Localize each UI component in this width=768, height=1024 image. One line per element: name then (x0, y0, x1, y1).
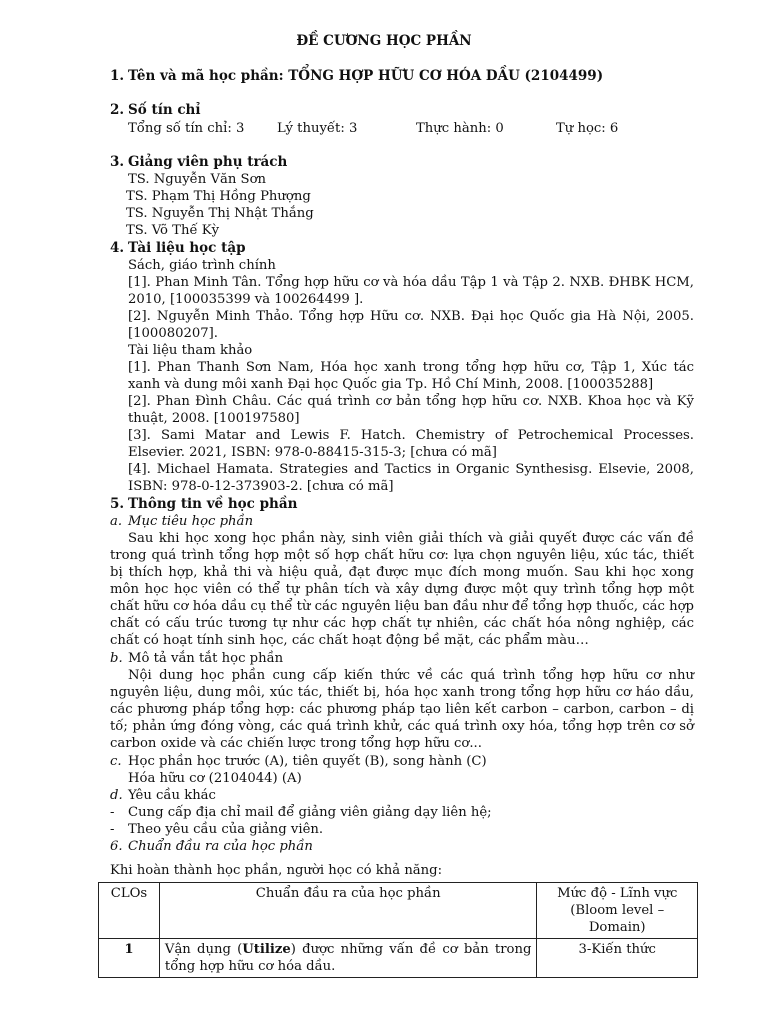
lecturer-item: TS. Phạm Thị Hồng Phượng (126, 189, 311, 204)
table-cell-clo-number: 1 (99, 939, 160, 978)
table-header-clos: CLOs (99, 883, 160, 939)
section-title: Tài liệu học tập (128, 240, 246, 256)
subsection-c-heading (110, 753, 487, 770)
section-title: Tên và mã học phần: TỔNG HỢP HỮU CƠ HÓA DẦU (2104499) (128, 68, 604, 84)
reference-item: [2]. Phan Đình Châu. Các quá trình cơ bản tổng hợp hữu cơ. NXB. Khoa học và Kỹ thuật, 2008. [100197580] (128, 394, 694, 426)
reference-item: [2]. Nguyễn Minh Thảo. Tổng hợp Hữu cơ. NXB. Đại học Quốc gia Hà Nội, 2005. [100080207]. (128, 309, 694, 341)
subsection-label: b. (110, 651, 123, 666)
section-title: Số tín chỉ (128, 102, 201, 118)
section-3-heading (110, 154, 287, 171)
subsection-title: Học phần học trước (A), tiên quyết (B), song hành (C) (128, 754, 487, 769)
objectives-paragraph: Sau khi học xong học phần này, sinh viên giải thích và giải quyết được các vấn đề trong quá trình tổng hợp một số hợp chất hữu cơ: lựa chọn nguyên liệu, xúc tác, thiết bị thích hợp, khả thi và hiệu quả, đạt được mục đích mong muốn. Sau khi học xong môn học học viên có thể tự phân tích và xây dựng được một quy trình tổng hợp một chất hữu cơ hóa dầu cụ thể từ các nguyên liệu ban đầu như để tổng hợp thuốc, các hợp chất có cấu trúc tương tự như các hợp chất tự nhiên, các chất hóa nông nghiệp, các chất có hoạt tính sinh học, các chất hoạt động bề mặt, các phẩm màu… (110, 531, 694, 648)
outcomes-intro: Khi hoàn thành học phần, người học có khả năng: (110, 863, 443, 878)
section-title: Giảng viên phụ trách (128, 154, 288, 170)
section-number: 3. (110, 154, 125, 170)
outcome-text: ) được những vấn đề cơ bản trong tổng hợp hữu cơ hóa dầu. (164, 942, 532, 974)
subsection-d-heading (110, 787, 216, 804)
lecturer-item: TS. Nguyễn Văn Sơn (128, 172, 267, 187)
outcome-keyword: Utilize (242, 942, 291, 957)
subsection-a-heading (110, 513, 253, 530)
subsection-label: d. (110, 788, 123, 803)
table-row (99, 939, 698, 978)
outcome-text: Vận dụng ( (164, 942, 243, 957)
section-title: Chuẩn đầu ra của học phần (128, 839, 313, 854)
subsection-title: Mô tả vắn tắt học phần (128, 651, 284, 666)
prerequisite-course: Hóa hữu cơ (2104044) (A) (128, 771, 302, 786)
description-paragraph: Nội dung học phần cung cấp kiến thức về các quá trình tổng hợp hữu cơ như nguyên liệu, dung môi, xúc tác, thiết bị, hóa học xanh trong tổng hợp hữu cơ háo dầu, các phương pháp tổng hợp: các phương pháp tạo liên kết carbon – carbon, carbon – dị tố; phản ứng đóng vòng, các quá trình khử, các quá trình oxy hóa, tổng hợp trên cơ sở carbon oxide và các chiến lược trong tổng hợp hữu cơ... (110, 668, 694, 751)
section-number: 1. (110, 68, 125, 84)
document-title: ĐỀ CƯƠNG HỌC PHẦN (296, 33, 472, 49)
table-header-level: Mức độ - Lĩnh vực (Bloom level – Domain) (537, 883, 698, 939)
further-reading-label: Tài liệu tham khảo (128, 343, 253, 358)
subsection-b-heading (110, 650, 283, 667)
section-number: 4. (110, 240, 125, 256)
table-cell-level: 3-Kiến thức (537, 939, 698, 978)
table-header-outcome: Chuẩn đầu ra của học phần (159, 883, 537, 939)
requirement-item (110, 821, 323, 838)
section-1-heading (110, 68, 603, 85)
subsection-title: Yêu cầu khác (128, 788, 216, 803)
section-4-heading (110, 240, 246, 257)
reference-item: [4]. Michael Hamata. Strategies and Tactics in Organic Synthesisg. Elsevie, 2008, ISBN: 978-0-12-373903-2. [chưa có mã] (128, 462, 694, 494)
subsection-title: Mục tiêu học phần (128, 514, 254, 529)
subsection-label: a. (110, 514, 123, 529)
lecturer-item: TS. Võ Thế Kỳ (126, 223, 220, 238)
reference-list-further (128, 359, 694, 495)
reference-item: [1]. Phan Thanh Sơn Nam, Hóa học xanh trong tổng hợp hữu cơ, Tập 1, Xúc tác xanh và dung môi xanh Đại học Quốc gia Tp. Hồ Chí Minh, 2008. [100035288] (128, 360, 694, 392)
lecturer-item: TS. Nguyễn Thị Nhật Thắng (126, 206, 314, 221)
requirement-text: Theo yêu cầu của giảng viên. (128, 822, 324, 837)
section-5-heading (110, 496, 297, 513)
reference-item: [3]. Sami Matar and Lewis F. Hatch. Chemistry of Petrochemical Processes. Elsevier. 2021, ISBN: 978-0-88415-315-3; [chưa có mã] (128, 428, 694, 460)
theory-credits: Lý thuyết: 3 (277, 121, 358, 136)
main-books-label: Sách, giáo trình chính (128, 258, 276, 273)
section-number: 6. (110, 839, 123, 854)
learning-outcomes-table (98, 882, 698, 978)
requirement-item (110, 804, 492, 821)
practice-credits: Thực hành: 0 (416, 121, 504, 136)
self-study-credits: Tự học: 6 (556, 121, 619, 136)
table-header-row (99, 883, 698, 939)
subsection-label: c. (110, 754, 122, 769)
bullet-dash: - (110, 805, 115, 820)
reference-list-main (128, 274, 694, 342)
reference-item: [1]. Phan Minh Tân. Tổng hợp hữu cơ và hóa dầu Tập 1 và Tập 2. NXB. ĐHBK HCM, 2010, [100035399 và 100264499 ]. (128, 275, 694, 307)
total-credits: Tổng số tín chỉ: 3 (128, 121, 245, 136)
section-number: 2. (110, 102, 125, 118)
bullet-dash: - (110, 822, 115, 837)
table-cell-outcome (159, 939, 537, 978)
requirement-text: Cung cấp địa chỉ mail để giảng viên giảng dạy liên hệ; (128, 805, 492, 820)
section-6-heading (110, 838, 313, 855)
section-2-heading (110, 102, 201, 119)
section-title: Thông tin về học phần (128, 496, 298, 512)
section-number: 5. (110, 496, 125, 512)
